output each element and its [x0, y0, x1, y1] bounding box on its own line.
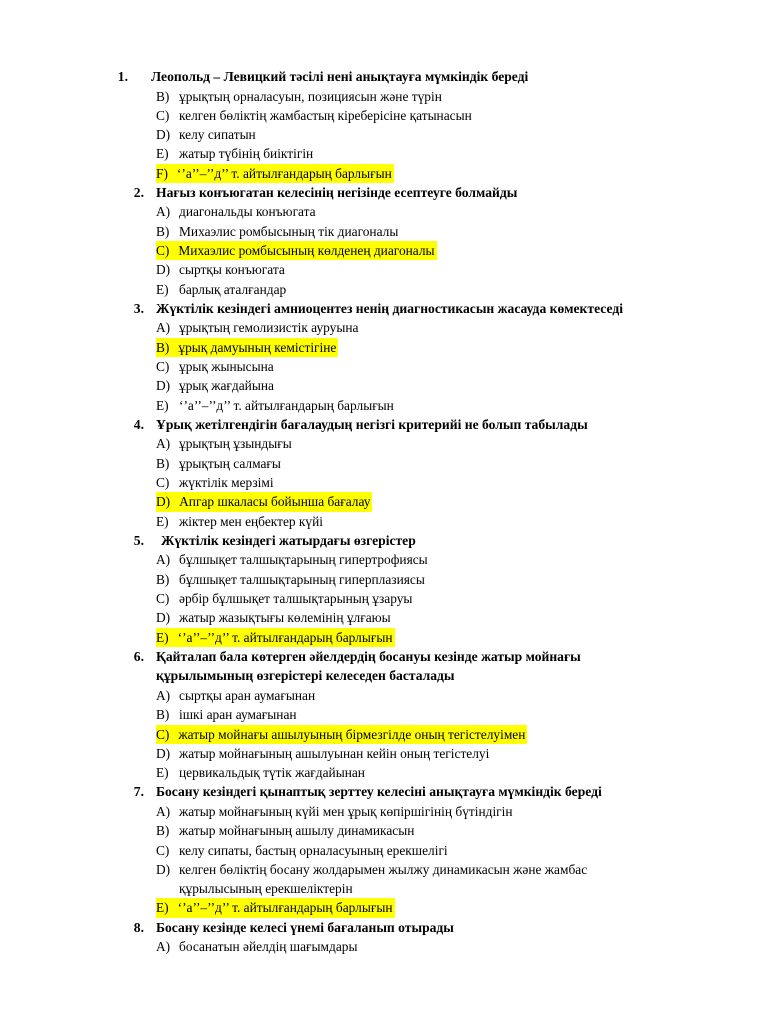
option-label: A) — [156, 204, 171, 220]
option-text: жіктер мен еңбектер күйі — [179, 513, 324, 529]
question-text: Нағыз конъюгатан келесінің негізінде есептеуге болмайды — [156, 184, 518, 200]
question-block — [0, 299, 768, 415]
highlight-marker — [156, 164, 394, 183]
answer-option — [0, 608, 768, 627]
option-text: ‘’а’’–’’д’’ т. айтылғандарың барлығын — [179, 397, 394, 413]
question-text-line2: құрылымының өзгерістері келеседен басталады — [156, 668, 455, 684]
answer-option — [0, 376, 768, 395]
option-text: келген бөліктің жамбастың кіреберісіне қатынасын — [179, 107, 472, 123]
answer-option — [0, 222, 768, 241]
option-text: Апгар шкаласы бойынша бағалау — [179, 494, 371, 510]
answer-option — [0, 125, 768, 144]
option-text: жүктілік мерзімі — [179, 475, 274, 491]
answer-option — [0, 202, 768, 221]
option-label: A) — [156, 436, 171, 452]
option-text: Михаэлис ромбысының тік диагоналы — [179, 223, 399, 239]
option-text: жатыр мойнағының ашылу динамикасын — [179, 823, 415, 839]
answer-option — [0, 860, 768, 879]
option-label: E) — [156, 629, 169, 645]
answer-option — [0, 357, 768, 376]
answer-option-correct — [0, 898, 768, 917]
option-text: ‘’а’’–’’д’’ т. айтылғандарың барлығын — [177, 629, 393, 645]
answer-option-correct — [0, 241, 768, 260]
option-text: жатыр түбінің биіктігін — [179, 146, 314, 162]
option-text: Михаэлис ромбысының көлденең диагоналы — [178, 243, 435, 259]
question-block — [0, 531, 768, 647]
question-number: 8. — [133, 919, 144, 935]
option-label: C) — [156, 475, 170, 491]
question-block — [0, 647, 768, 782]
option-text: ұрықтың салмағы — [179, 455, 281, 471]
option-label: E) — [156, 900, 169, 916]
option-label: C) — [156, 359, 170, 375]
question-number: 4. — [133, 416, 144, 432]
question-heading — [0, 299, 768, 319]
option-text: ұрықтың орналасуын, позициясын және түрін — [179, 88, 442, 104]
question-heading-continued — [0, 666, 768, 686]
answer-option-correct — [0, 338, 768, 357]
question-heading — [0, 531, 768, 551]
option-text: барлық аталғандар — [179, 281, 287, 297]
option-label: D) — [156, 494, 171, 510]
option-label: A) — [156, 803, 171, 819]
question-text: Босану кезінде келесі үнемі бағаланып отырады — [156, 919, 454, 935]
question-heading — [0, 782, 768, 802]
answer-option — [0, 318, 768, 337]
option-text: жатыр жазықтығы көлемінің ұлғаюы — [179, 610, 391, 626]
option-label: D) — [156, 378, 171, 394]
option-label: E) — [156, 397, 169, 413]
option-label: D) — [156, 861, 171, 877]
question-number: 6. — [133, 648, 144, 664]
answer-option — [0, 144, 768, 163]
question-text: Қайталап бала көтерген әйелдердің босануы кезінде жатыр мойнағы — [156, 648, 581, 664]
option-label: B) — [156, 223, 170, 239]
option-text: сыртқы аран аумағынан — [179, 687, 316, 703]
answer-option-correct — [0, 164, 768, 183]
answer-option — [0, 454, 768, 473]
option-text: әрбір бұлшықет талшықтарының ұзаруы — [179, 591, 413, 607]
option-text: ‘’а’’–’’д’’ т. айтылғандарың барлығын — [177, 900, 393, 916]
highlight-marker — [156, 241, 437, 260]
answer-option — [0, 802, 768, 821]
option-label: B) — [156, 823, 170, 839]
option-label: E) — [156, 146, 169, 162]
question-block — [0, 415, 768, 531]
question-number: 1. — [117, 69, 128, 84]
highlight-marker — [156, 338, 338, 357]
option-label: D) — [156, 610, 171, 626]
option-label: B) — [156, 88, 170, 104]
option-text: бұлшықет талшықтарының гипертрофиясы — [179, 552, 428, 568]
answer-option — [0, 280, 768, 299]
option-label: C) — [156, 726, 170, 742]
highlight-marker — [156, 628, 395, 647]
answer-option — [0, 434, 768, 453]
answer-option — [0, 260, 768, 279]
highlight-marker — [156, 492, 372, 511]
answer-option — [0, 705, 768, 724]
option-text: жатыр мойнағының күйі мен ұрық көпіршігінің бүтіндігін — [179, 803, 513, 819]
option-text: ‘’а’’–’’д’’ т. айтылғандарың барлығын — [176, 165, 392, 181]
question-list — [0, 67, 768, 956]
option-label: B) — [156, 339, 170, 355]
question-block — [0, 183, 768, 299]
option-text: ұрықтың гемолизистік ауруына — [179, 320, 359, 336]
option-label: E) — [156, 281, 169, 297]
answer-option — [0, 473, 768, 492]
answer-option — [0, 686, 768, 705]
answer-option — [0, 841, 768, 860]
option-text: босанатын әйелдің шағымдары — [179, 939, 358, 955]
answer-option — [0, 87, 768, 106]
question-block — [0, 918, 768, 957]
option-label: C) — [156, 842, 170, 858]
question-number: 3. — [133, 300, 144, 316]
question-heading — [0, 918, 768, 938]
option-label: C) — [156, 591, 170, 607]
option-text: сыртқы конъюгата — [179, 262, 285, 278]
answer-option — [0, 396, 768, 415]
answer-option — [0, 512, 768, 531]
option-label: C) — [156, 107, 170, 123]
answer-option — [0, 550, 768, 569]
option-label: A) — [156, 552, 171, 568]
question-text: Жүктілік кезіндегі жатырдағы өзгерістер — [161, 532, 416, 548]
answer-option-correct — [0, 628, 768, 647]
option-text: ұрықтың ұзындығы — [179, 436, 292, 452]
question-text: Босану кезіндегі қынаптық зерттеу келесіні анықтауға мүмкіндік береді — [156, 784, 602, 800]
option-label: B) — [156, 707, 170, 723]
option-text: бұлшықет талшықтарының гиперплазиясы — [179, 571, 425, 587]
question-block — [0, 782, 768, 917]
option-text: ұрық дамуының кемістігіне — [178, 339, 337, 355]
option-label: C) — [156, 243, 170, 259]
answer-option — [0, 821, 768, 840]
option-label: E) — [156, 765, 169, 781]
option-label: A) — [156, 687, 171, 703]
question-text: Ұрық жетілгендігін бағалаудың негізгі критерийі не болып табылады — [156, 416, 588, 432]
option-label: D) — [156, 127, 171, 143]
option-text: келу сипаты, бастың орналасуының ерекшелігі — [179, 842, 448, 858]
answer-option — [0, 937, 768, 956]
answer-option — [0, 570, 768, 589]
option-text: ұрық жағдайына — [179, 378, 274, 394]
option-label: F) — [156, 165, 168, 181]
option-text: цервикальдық түтік жағдайынан — [179, 765, 365, 781]
option-text: диагональды конъюгата — [179, 204, 316, 220]
option-label: E) — [156, 513, 169, 529]
question-block — [0, 67, 768, 183]
highlight-marker — [156, 898, 395, 917]
answer-option — [0, 763, 768, 782]
option-label: B) — [156, 571, 170, 587]
answer-option-correct — [0, 725, 768, 744]
option-text: жатыр мойнағы ашылуының бірмезгілде оның тегістелуімен — [178, 726, 526, 742]
question-text: Жүктілік кезіндегі амниоцентез ненің диагностикасын жасауда көмектеседі — [156, 300, 623, 316]
answer-option — [0, 744, 768, 763]
question-heading — [0, 647, 768, 667]
question-number: 5. — [133, 532, 144, 548]
answer-option-correct — [0, 492, 768, 511]
question-text: Леопольд – Левицкий тәсілі нені анықтауға мүмкіндік береді — [151, 69, 529, 84]
option-label: B) — [156, 455, 170, 471]
answer-option-continued — [0, 879, 768, 898]
answer-option — [0, 589, 768, 608]
option-text: ішкі аран аумағынан — [179, 707, 297, 723]
option-label: D) — [156, 262, 171, 278]
option-label: A) — [156, 939, 171, 955]
question-heading — [0, 415, 768, 435]
option-label: A) — [156, 320, 171, 336]
answer-option — [0, 106, 768, 125]
question-number: 2. — [133, 184, 144, 200]
question-heading — [0, 183, 768, 203]
highlight-marker — [156, 725, 527, 744]
question-number: 7. — [133, 784, 144, 800]
option-text: жатыр мойнағының ашылуынан кейін оның тегістелуі — [179, 745, 490, 761]
option-text: ұрық жынысына — [179, 359, 274, 375]
option-text-line2: құрылысының ерекшеліктерін — [179, 881, 353, 897]
option-text: келген бөліктің босану жолдарымен жылжу динамикасын және жамбас — [179, 861, 588, 877]
option-label: D) — [156, 745, 171, 761]
option-text: келу сипатын — [179, 127, 256, 143]
question-heading — [0, 67, 768, 87]
